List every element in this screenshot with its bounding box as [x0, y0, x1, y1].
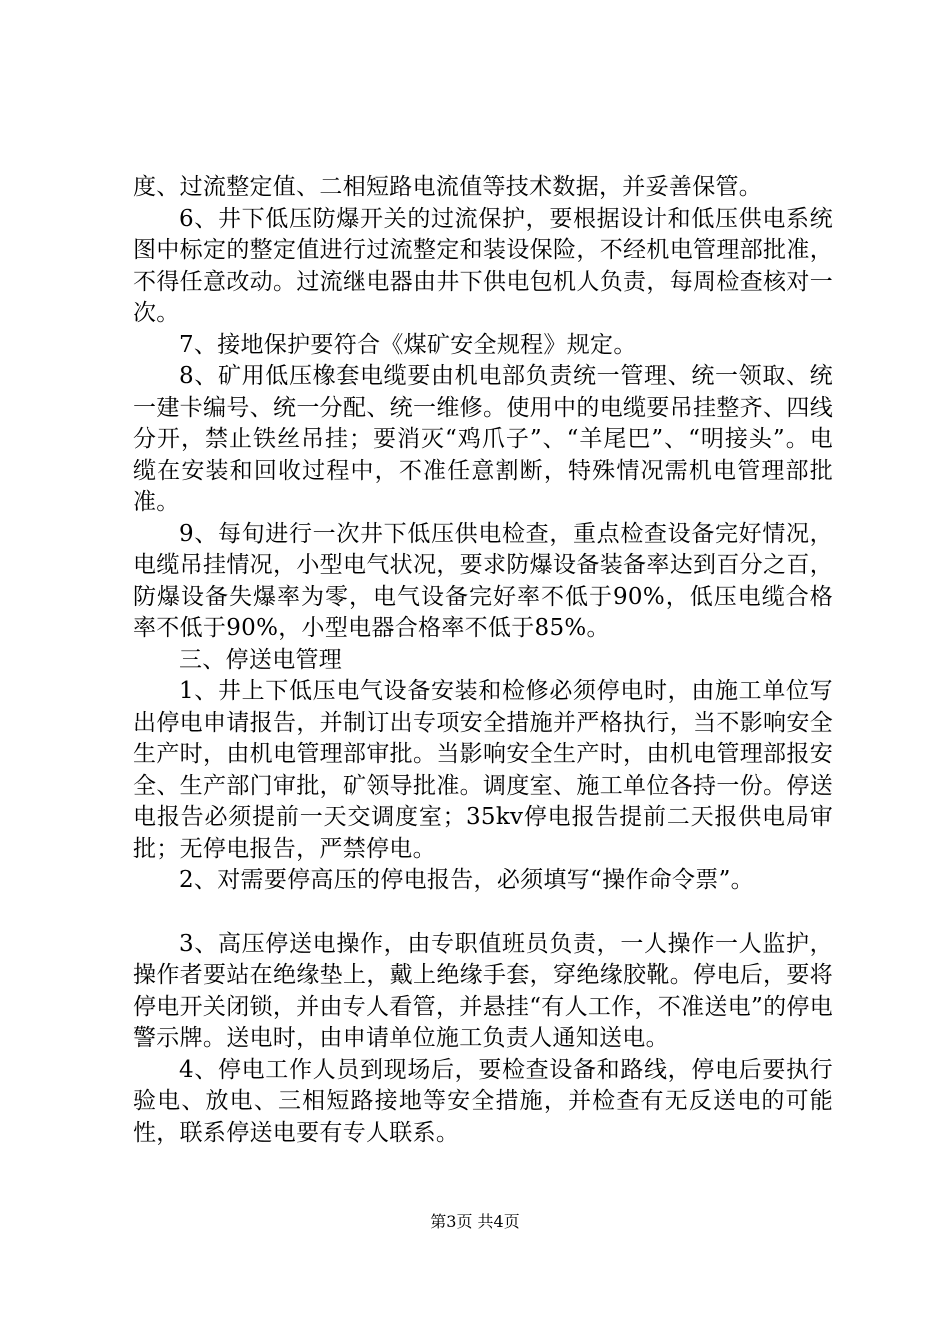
section-heading: 三、停送电管理 — [179, 646, 343, 673]
page-number-label: 第3页 共4页 — [430, 1212, 520, 1231]
paragraph-continuation: 度、过流整定值、二相短路电流值等技术数据，并妥善保管。 — [133, 174, 763, 200]
paragraph-outage-1: 1、井上下低压电气设备安装和检修必须停电时，由施工单位写出停电申请报告，并制订出专项安全措施并严格执行，当不影响安全生产时，由机电管理部审批。当影响安全生产时，由机电管理部报安全、生产部门审批，矿领导批准。调度室、施工单位各持一份。停送电报告必须提前一天交调度室；35kv停电报告提前二天报供电局审批；无停电报告，严禁停电。 — [133, 678, 833, 862]
paragraph-outage-4: 4、停电工作人员到现场后，要检查设备和路线，停电后要执行验电、放电、三相短路接地等安全措施，并检查有无反送电的可能性，联系停送电要有专人联系。 — [133, 1056, 833, 1146]
paragraph-outage-3: 3、高压停送电操作，由专职值班员负责，一人操作一人监护，操作者要站在绝缘垫上，戴上绝缘手套，穿绝缘胶靴。停电后，要将停电开关闭锁，并由专人看管，并悬挂“有人工作，不准送电”的停电警示牌。送电时，由申请单位施工负责人通知送电。 — [133, 930, 833, 1051]
paragraph-item-6: 6、井下低压防爆开关的过流保护，要根据设计和低压供电系统图中标定的整定值进行过流整定和装设保险，不经机电管理部批准，不得任意改动。过流继电器由井下供电包机人负责，每周检查核对一次。 — [133, 205, 833, 326]
paragraph-item-7: 7、接地保护要符合《煤矿安全规程》规定。 — [179, 331, 637, 358]
paragraph-item-9: 9、每旬进行一次井下低压供电检查，重点检查设备完好情况，电缆吊挂情况，小型电气状况，要求防爆设备装备率达到百分之百，防爆设备失爆率为零，电气设备完好率不低于90%，低压电缆合格率不低于90%，小型电器合格率不低于85%。 — [133, 520, 833, 641]
paragraph-outage-2: 2、对需要停高压的停电报告，必须填写“操作命令票”。 — [179, 867, 754, 893]
document-body — [133, 172, 833, 1149]
paragraph-item-8: 8、矿用低压橡套电缆要由机电部负责统一管理、统一领取、统一建卡编号、统一分配、统一维修。使用中的电缆要吊挂整齐、四线分开，禁止铁丝吊挂；要消灭“鸡爪子”、“羊尾巴”、“明接头”。电缆在安装和回收过程中，不准任意割断，特殊情况需机电管理部批准。 — [133, 363, 833, 515]
page-footer — [0, 1212, 950, 1232]
